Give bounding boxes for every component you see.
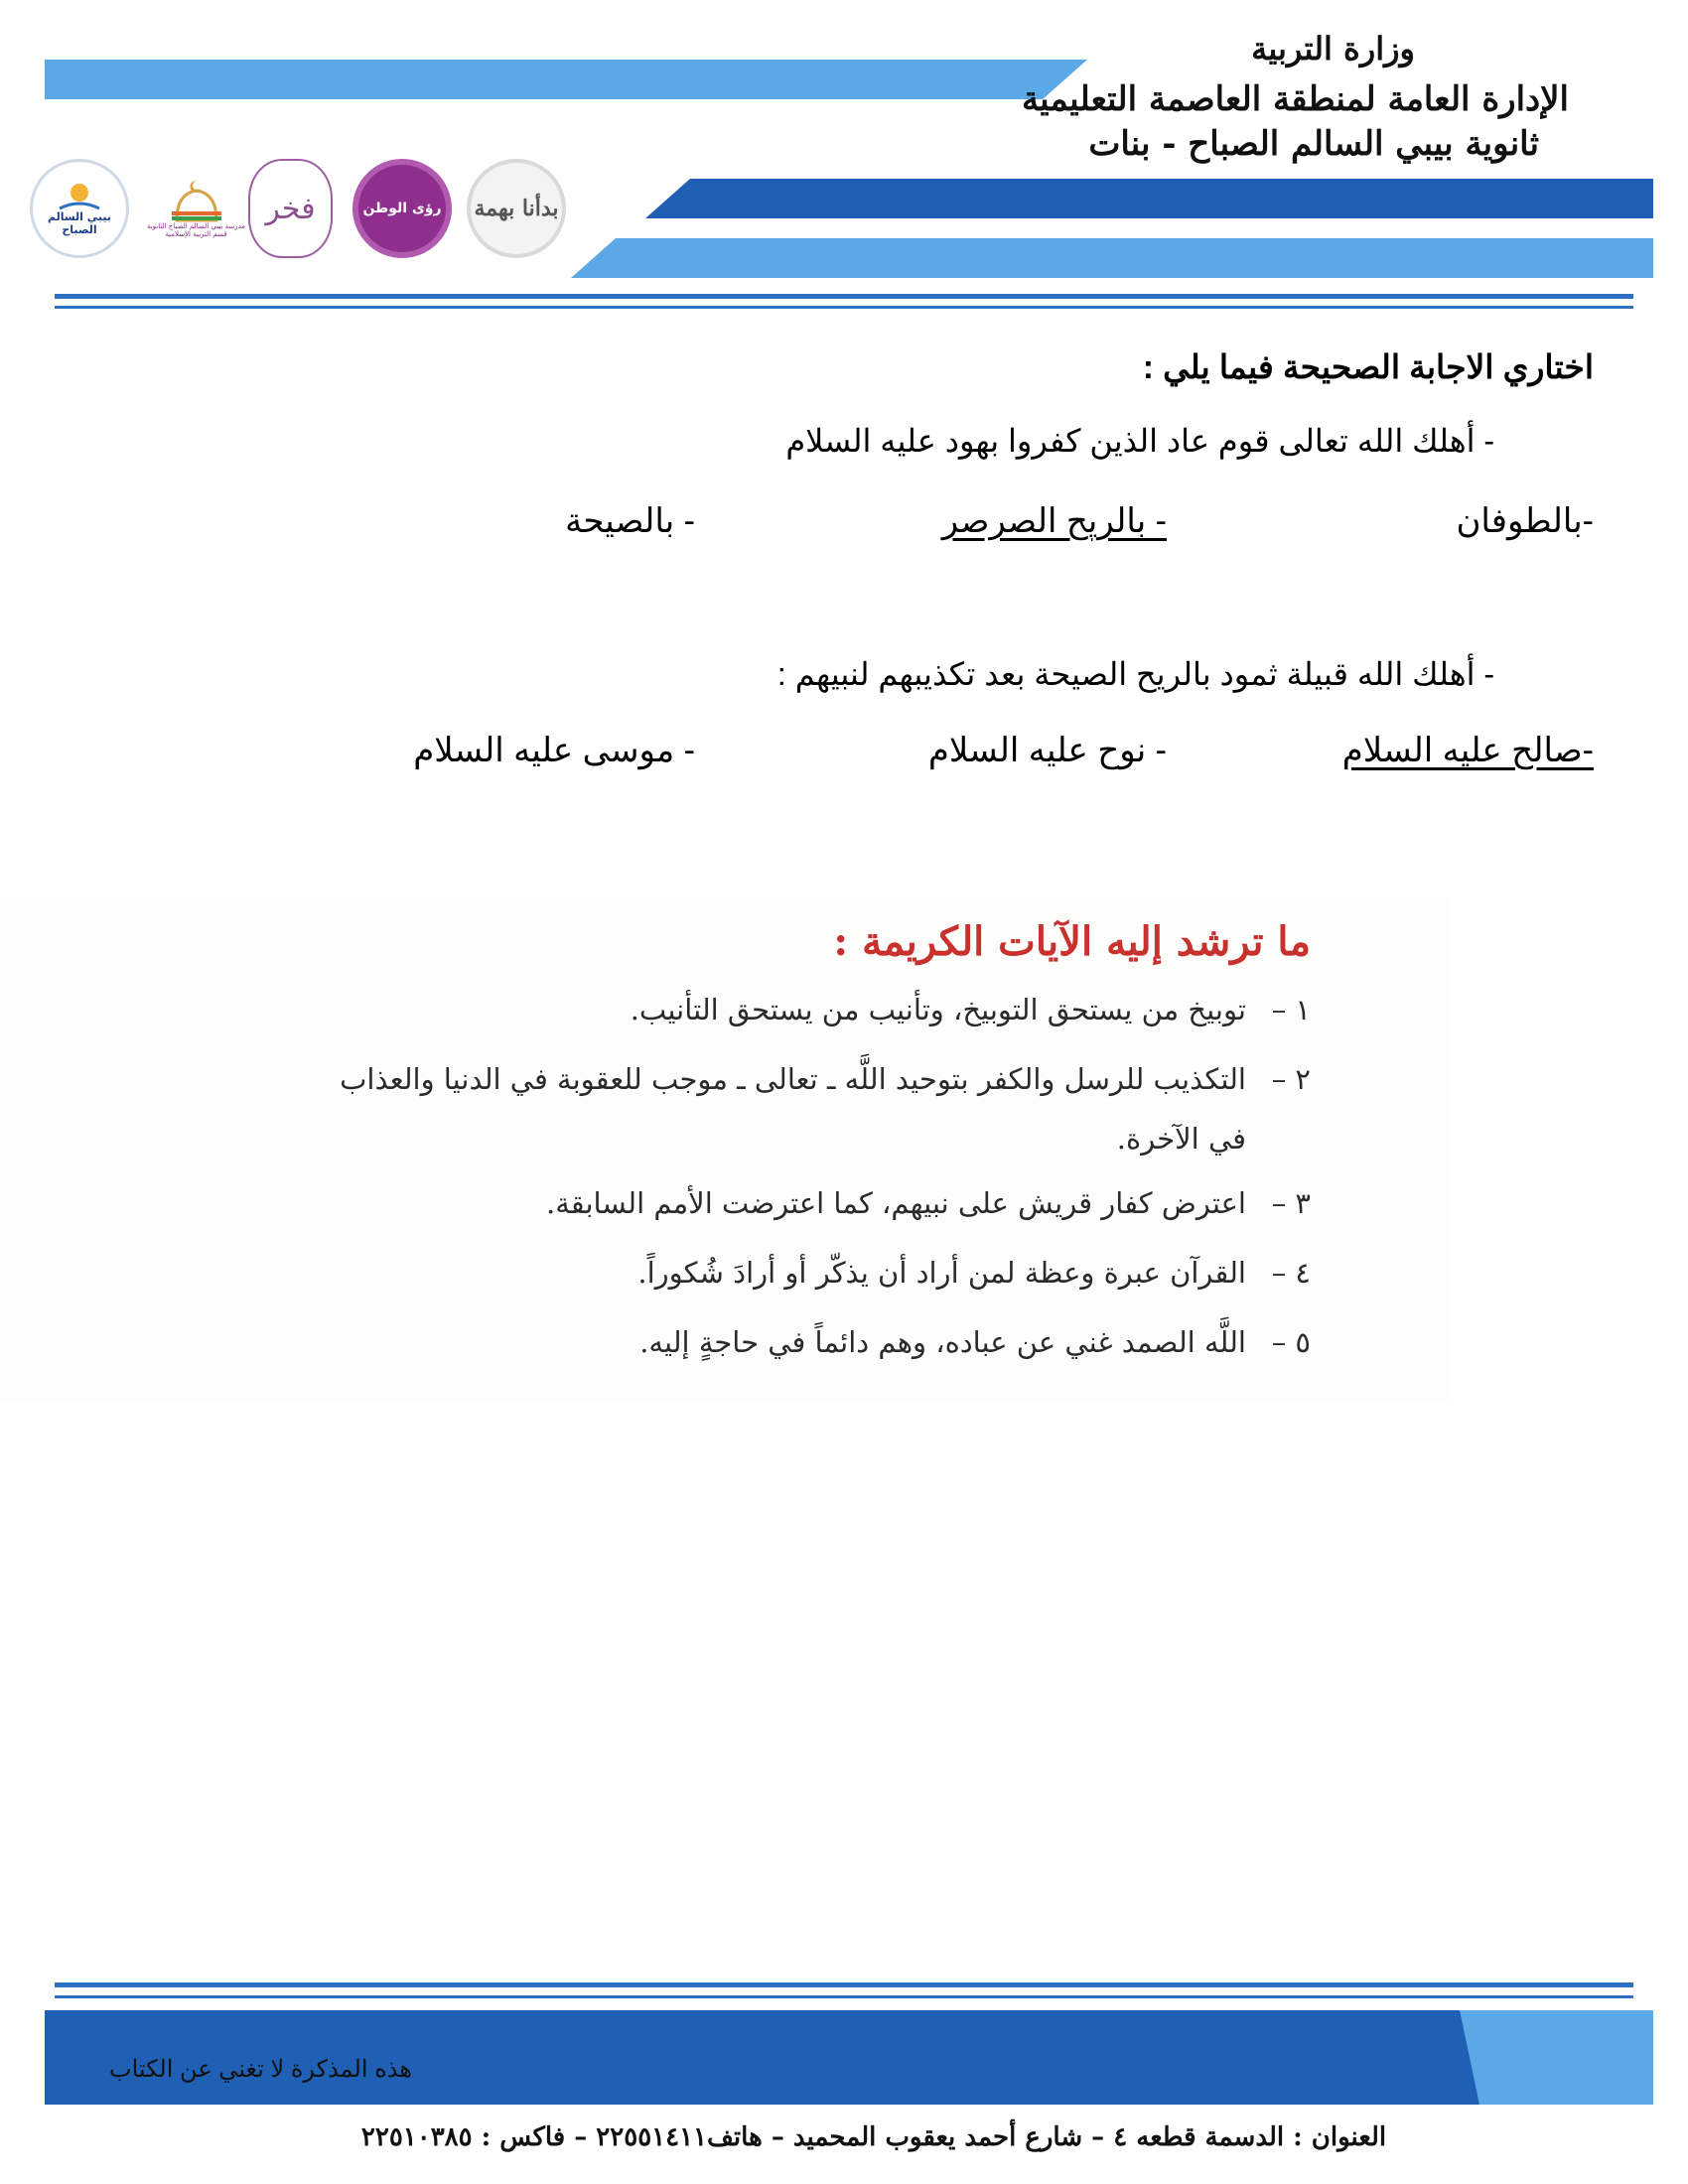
- excerpt-title: ما ترشد إليه الآيات الكريمة :: [833, 918, 1311, 965]
- question-prompt: - أهلك الله قبيلة ثمود بالريح الصيحة بعد تكذيبهم لنبيهم :: [776, 656, 1494, 692]
- item-text: توبيخ من يستحق التوبيخ، وتأنيب من يستحق التأنيب.: [630, 993, 1246, 1026]
- instruction-heading: اختاري الاجابة الصحيحة فيما يلي :: [1142, 348, 1594, 385]
- option-1b-correct: - بالريح الصرصر: [941, 502, 1167, 540]
- school-logo: بيبي السالم الصباح: [30, 159, 129, 258]
- item-text: اعترض كفار قريش على نبيهم، كما اعترضت الأمم السابقة.: [546, 1186, 1246, 1220]
- option-1a: -بالطوفان: [1456, 502, 1594, 540]
- ministry-title: وزارة التربية: [1251, 30, 1415, 68]
- footer-note: هذه المذكرة لا تغني عن الكتاب: [109, 2056, 413, 2083]
- option-2b: - نوح عليه السلام: [927, 732, 1167, 769]
- footer-rule-thin: [55, 1995, 1633, 1998]
- item-number: ٥ –: [1271, 1325, 1311, 1359]
- directorate-title: الإدارة العامة لمنطقة العاصمة التعليمية: [1021, 79, 1569, 119]
- header-rule-thick: [55, 294, 1633, 299]
- item-text: القرآن عبرة وعظة لمن أراد أن يذكّر أو أرادَ شُكوراً.: [637, 1256, 1246, 1290]
- mosque-icon: [167, 179, 226, 223]
- fakhr-logo: فخر: [248, 159, 333, 258]
- item-number: ٣ –: [1271, 1186, 1311, 1220]
- item-text: التكذيب للرسل والكفر بتوحيد اللَّه ـ تعالى ـ موجب للعقوبة في الدنيا والعذاب: [340, 1062, 1246, 1096]
- mosque-logo: مدرسة بيبي السالم الصباح الثانوية قسم التربية الإسلامية: [144, 159, 248, 258]
- item-number: ١ –: [1271, 993, 1311, 1026]
- item-text-cont: في الآخرة.: [1116, 1122, 1246, 1156]
- option-2c: - موسى عليه السلام: [413, 732, 695, 769]
- school-title: ثانوية بيبي السالم الصباح - بنات: [1088, 124, 1539, 164]
- item-number: ٢ –: [1271, 1062, 1311, 1096]
- option-2a-correct: -صالح عليه السلام: [1341, 732, 1594, 769]
- footer-address: العنوان : الدسمة قطعه ٤ – شارع أحمد يعقوب المحميد – هاتف٢٢٥٥١٤١١ – فاكس : ٢٢٥١٠٣٨٥: [360, 2122, 1387, 2152]
- header-rule-thin: [55, 306, 1633, 309]
- option-1c: - بالصيحة: [565, 502, 695, 540]
- book-sun-icon: [55, 181, 104, 210]
- item-text: اللَّه الصمد غني عن عباده، وهم دائماً في حاجةٍ إليه.: [639, 1325, 1246, 1359]
- item-number: ٤ –: [1271, 1256, 1311, 1290]
- purple-seal-logo: رؤى الوطن: [352, 159, 452, 258]
- bedayatna-logo: بدأنا بهمة: [467, 159, 566, 258]
- footer-rule-thick: [55, 1982, 1633, 1987]
- question-prompt: - أهلك الله تعالى قوم عاد الذين كفروا بهود عليه السلام: [785, 423, 1494, 459]
